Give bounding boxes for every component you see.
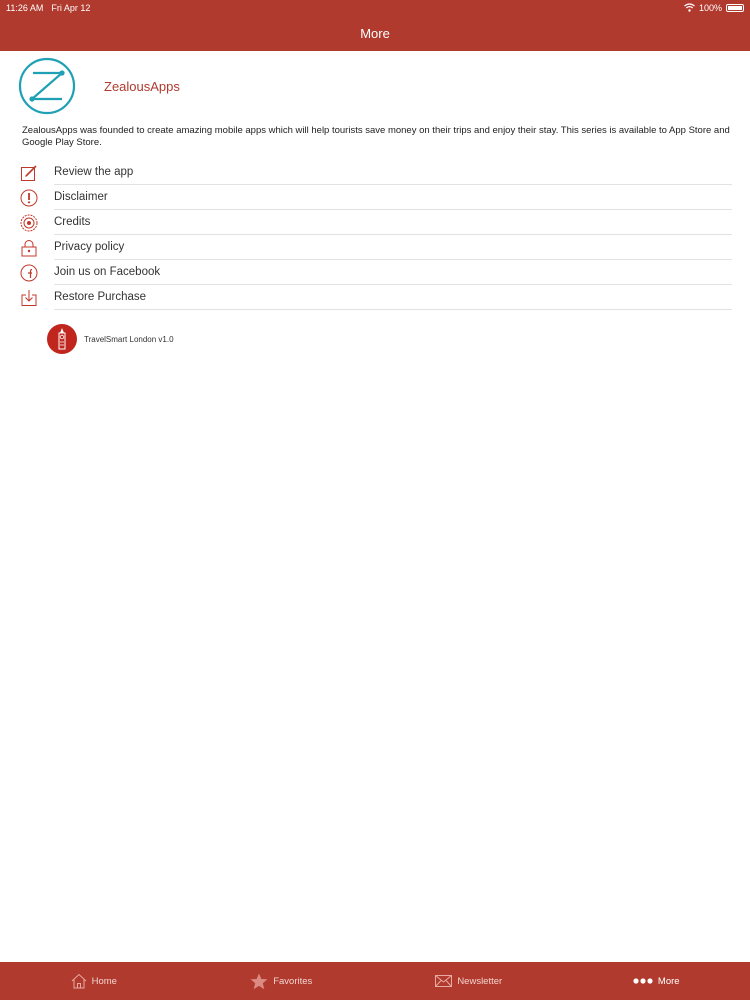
menu-item-label: Restore Purchase: [54, 285, 732, 310]
more-dots-icon: [633, 978, 653, 984]
menu-item-label: Disclaimer: [54, 185, 732, 210]
badge-icon: [18, 212, 40, 234]
app-version-info: [47, 324, 174, 354]
tab-more[interactable]: [563, 962, 750, 1000]
home-icon: [71, 973, 87, 989]
status-time: 11:26 AM: [6, 2, 44, 13]
app-version-label: TravelSmart London v1.0: [84, 334, 174, 344]
tab-favorites[interactable]: [188, 962, 376, 1000]
menu-item-label: Join us on Facebook: [54, 260, 732, 285]
tab-label: More: [657, 975, 680, 987]
menu-item-restore[interactable]: [18, 285, 732, 310]
facebook-icon: [18, 262, 40, 284]
big-ben-icon: [47, 324, 77, 354]
lock-icon: [18, 237, 40, 259]
download-icon: [18, 287, 40, 309]
menu-item-facebook[interactable]: [18, 260, 732, 285]
nav-bar: [0, 15, 750, 51]
alert-icon: [18, 187, 40, 209]
tab-label: Home: [91, 975, 117, 987]
brand-name: ZealousApps: [104, 78, 180, 94]
menu-item-credits[interactable]: [18, 210, 732, 235]
menu-item-privacy[interactable]: [18, 235, 732, 260]
tab-bar: [0, 962, 750, 1000]
star-icon: [250, 973, 268, 990]
wifi-icon: [684, 3, 695, 12]
more-menu: [18, 160, 732, 310]
menu-item-review[interactable]: [18, 160, 732, 185]
mail-icon: [435, 975, 452, 987]
status-right: [684, 3, 744, 13]
tab-label: Newsletter: [457, 975, 503, 987]
tab-newsletter[interactable]: [375, 962, 563, 1000]
status-bar: [0, 0, 750, 15]
tab-home[interactable]: [0, 962, 188, 1000]
page-title: More: [360, 25, 390, 41]
menu-item-label: Credits: [54, 210, 732, 235]
brand-header: [18, 57, 180, 115]
menu-item-label: Review the app: [54, 160, 732, 185]
zealousapps-logo-icon: [18, 57, 76, 115]
battery-percent: 100%: [698, 2, 722, 13]
menu-item-disclaimer[interactable]: [18, 185, 732, 210]
status-date: Fri Apr 12: [51, 2, 91, 13]
edit-icon: [18, 162, 40, 184]
tab-label: Favorites: [273, 975, 313, 987]
about-description: ZealousApps was founded to create amazing mobile apps which will help tourists save money on their trips and enjoy their stay. This series is available to App Store and Google Play Store.: [22, 125, 730, 148]
battery-icon: [726, 4, 744, 12]
menu-item-label: Privacy policy: [54, 235, 732, 260]
